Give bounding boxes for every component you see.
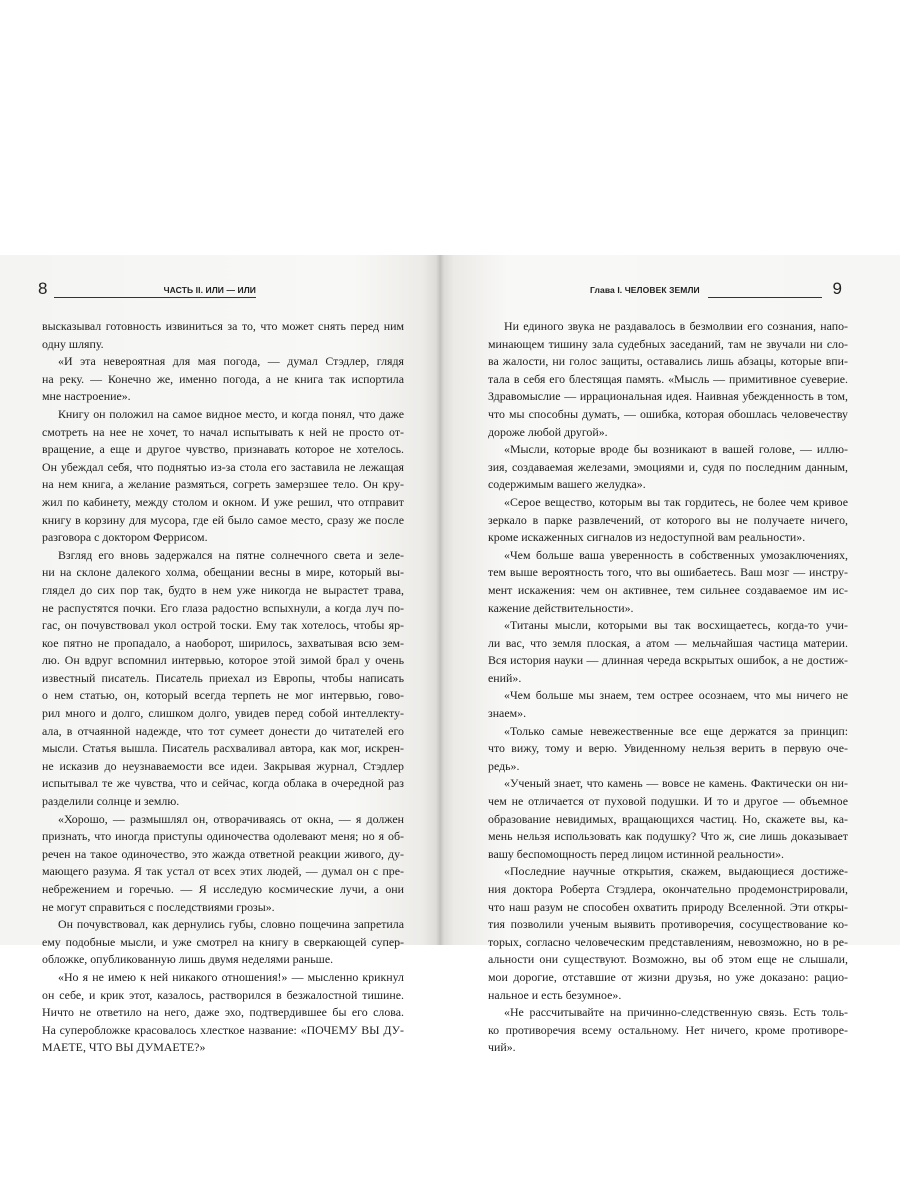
text-line: о нем статью, он, который всегда терпеть не мог интервью, гово- xyxy=(42,688,404,703)
text-line: разговора с доктором Феррисом. xyxy=(42,530,208,545)
text-line: ко противоречия всему остальному. Нет ничего, кроме противоре- xyxy=(488,1022,848,1037)
text-line: Взгляд его вновь задержался на пятне солнечного света и зеле- xyxy=(58,547,404,562)
text-line: кажение действительности». xyxy=(488,600,634,615)
text-line: «Но я не имею к ней никакого отношения!» — мысленно крикнул xyxy=(58,969,404,984)
text-line: вашу беспомощность перед лицом истинной реальности». xyxy=(488,846,785,861)
text-line: «Чем больше мы знаем, тем острее осознаем, что мы ничего не xyxy=(504,688,848,703)
text-line: МАЕТЕ, ЧТО ВЫ ДУМАЕТЕ?» xyxy=(42,1040,206,1055)
left-header-rule xyxy=(54,297,256,298)
text-line: мень нельзя использовать как подушку? Что ж, сие лишь доказывает xyxy=(488,829,848,844)
text-line: тала в себя его блестящая память. «Мысль — примитивное суеверие. xyxy=(488,371,848,386)
text-line: чий». xyxy=(488,1040,516,1055)
text-line: книгу в корзину для мусора, где ей было самое место, сразу же после xyxy=(42,512,404,527)
text-line: нальное и есть безумное». xyxy=(488,987,622,1002)
text-line: ли вас, что земля плоская, а атом — мельчайшая частица материи. xyxy=(488,635,848,650)
text-line: ала, в отчаянной надежде, что тот сумеет донести до читателей его xyxy=(42,723,404,738)
book-spread xyxy=(0,255,900,1055)
text-line: Книгу он положил на самое видное место, и когда понял, что даже xyxy=(58,406,404,421)
text-line: гас, он почувствовал укол острой тоски. Ему так хотелось, чтобы яр- xyxy=(42,618,404,633)
right-page-text xyxy=(488,318,848,1057)
text-line: знаем». xyxy=(488,706,527,721)
text-line: обложке, опубликованную лишь двумя неделями раньше. xyxy=(42,952,334,967)
text-line: «Хорошо, — размышлял он, отворачиваясь от окна, — я должен xyxy=(58,811,404,826)
text-line: «Титаны мысли, которыми вы так восхищаетесь, когда-то учи- xyxy=(504,618,848,633)
text-line: высказывал готовность извиниться за то, что может снять перед ним xyxy=(42,319,404,333)
text-line: «Чем больше ваша уверенность в собственных умозаключениях, xyxy=(504,547,848,562)
text-line: «Только самые невежественные все еще держатся за принцип: xyxy=(504,723,848,738)
text-line: образование невидимых, вращающихся частиц. Но, скажете вы, ка- xyxy=(488,811,848,826)
text-line: глядел до сих пор так, будто в нем уже никогда не вырастет трава, xyxy=(42,582,404,597)
text-line: Ничто не ответило на него, даже эхо, подтвердившее бы его слова. xyxy=(42,1005,404,1020)
text-line: одну шляпу. xyxy=(42,336,104,351)
text-line: Вся история науки — длинная череда вскрытых ошибок, а не достиж- xyxy=(488,653,848,668)
text-line: альности они существуют. Возможно, вы об этом еще не слышали, xyxy=(488,952,848,967)
text-line: «Мысли, которые вроде бы возникают в вашей голове, — иллю- xyxy=(504,442,848,457)
text-line: что мы способны думать, — ошибка, которая обошлась человечеству xyxy=(488,406,848,421)
book-gutter xyxy=(436,255,444,945)
text-line: ва жалости, ни голос защиты, оставались лишь абзацы, которые впи- xyxy=(488,354,848,369)
text-line: «И эта невероятная для мая погода, — думал Стэдлер, глядя xyxy=(58,354,404,369)
text-line: «Не рассчитывайте на причинно-следственную связь. Есть толь- xyxy=(504,1005,848,1020)
text-line: Ни единого звука не раздавалось в безмолвии его сознания, напо- xyxy=(504,319,848,333)
text-line: ему подобные мысли, и уже смотрел на книгу в сверкающей супер- xyxy=(42,934,404,949)
text-line: «Ученый знает, что камень — вовсе не камень. Фактически он ни- xyxy=(504,776,848,791)
text-line: тем выше вероятность того, что вы ошибаетесь. Ваш мозг — инстру- xyxy=(488,565,848,580)
text-line: «Серое вещество, которым вы так гордитесь, не более чем кривое xyxy=(504,494,848,509)
text-line: рил много и долго, слишком долго, увидев перед собой интеллекту- xyxy=(42,706,404,721)
text-line: редь». xyxy=(488,758,520,773)
text-line: разделили солнце и землю. xyxy=(42,794,180,809)
text-line: тия позволили ученым выявить противоречия, сосуществование ко- xyxy=(488,917,848,932)
text-line: признать, что иногда приступы одиночества одолевают меня; но я об- xyxy=(42,829,404,844)
text-line: мысли. Статья вышла. Писатель расхваливал автора, как мог, искрен- xyxy=(42,741,404,756)
text-line: мне настроение». xyxy=(42,389,131,404)
text-line: что наш разум не способен охватить природу Вселенной. Эти откры- xyxy=(488,899,848,914)
text-line: жил по кабинету, между столом и окном. И уже решил, что отправит xyxy=(42,494,404,509)
text-line: Он почувствовал, как дернулись губы, словно пощечина запретила xyxy=(58,917,404,932)
text-line: ния доктора Роберта Стэдлера, окончательно продемонстрировали, xyxy=(488,882,848,896)
right-page-number: 9 xyxy=(832,279,842,298)
text-line: речен на такое одиночество, это жажда ответной реакции живого, ду- xyxy=(42,846,404,861)
text-line: небрежением и горечью. — Я исследую космические лучи, а они xyxy=(42,882,404,896)
text-line: мающего разума. Я так устал от всех этих людей, — думал он с пре- xyxy=(42,864,404,879)
text-line: не распустятся почки. Его глаза радостно вспыхнули, а когда луч по- xyxy=(42,600,404,615)
text-line: не исказив до неузнаваемости все идеи. Закрывая журнал, Стэдлер xyxy=(42,758,404,773)
text-line: кое пятно не пропадало, а наоборот, ширилось, захватывая всю зем- xyxy=(42,635,404,650)
text-line: На суперобложке красовалось хлесткое название: «ПОЧЕМУ ВЫ ДУ- xyxy=(42,1022,404,1037)
right-running-head: Глава I. ЧЕЛОВЕК ЗЕМЛИ xyxy=(590,285,700,295)
text-line: он себе, и крик этот, казалось, растворился в безжалостной тишине. xyxy=(42,987,404,1002)
right-header-rule xyxy=(708,297,822,298)
text-line: содержимым вашего желудка». xyxy=(488,477,646,492)
text-line: мент искажения: чем он активнее, тем сильнее создаваемое им ис- xyxy=(488,582,848,597)
text-line: что вижу, тому и верю. Увиденному нельзя верить в первую оче- xyxy=(488,741,848,756)
text-line: вращение, а еще и другое чувство, признавать которое не хотелось. xyxy=(42,442,404,457)
text-line: Он убеждал себя, что поднятью из-за стола его заставила не лежащая xyxy=(42,459,404,474)
left-page-header xyxy=(38,279,256,305)
text-line: лю. Он вдруг вспомнил интервью, которое этой зимой брал у очень xyxy=(42,653,404,668)
text-line: чем не отличается от пуховой подушки. И то и другое — объемное xyxy=(488,794,848,809)
text-line: на реку. — Конечно же, именно погода, а не книга так испортила xyxy=(42,371,404,386)
left-page-text xyxy=(42,318,404,1057)
text-line: кроме искаженных сигналов из недоступной вам реальности». xyxy=(488,530,806,545)
right-page-header xyxy=(590,279,842,305)
left-page-number: 8 xyxy=(38,279,48,298)
text-line: испытывал те же чувства, что и сейчас, когда облака в очередной раз xyxy=(42,776,404,791)
text-line: «Последние научные открытия, скажем, выдающиеся достиже- xyxy=(504,864,848,879)
text-line: зеркало в парке развлечений, от которого вы не получаете ничего, xyxy=(488,512,848,527)
text-line: на нем книга, а желание размяться, согреть замерзшее тело. Он кру- xyxy=(42,477,404,492)
text-line: Здравомыслие — иррациональная идея. Наивная убежденность в том, xyxy=(488,389,848,404)
text-line: ни на склоне далекого холма, обещании весны в мире, который вы- xyxy=(42,565,404,580)
text-line: смотреть на нее не хочет, то начал испытывать к ней не просто от- xyxy=(42,424,404,439)
left-page xyxy=(0,255,440,1055)
text-line: известный писатель. Писатель приехал из Европы, чтобы написать xyxy=(42,670,404,685)
right-page xyxy=(440,255,900,1055)
text-line: дороже любой другой». xyxy=(488,424,608,439)
text-line: минающем тишину зала судебных заседаний, там не звучали ни сло- xyxy=(488,336,848,351)
text-line: торых, согласно человеческим представлениям, невозможно, но в ре- xyxy=(488,934,848,949)
text-line: ений». xyxy=(488,670,522,685)
text-line: зия, создаваемая железами, эмоциями и, судя по последним данным, xyxy=(488,459,848,474)
text-line: мои дорогие, отставшие от жизни друзья, но уже доказано: рацио- xyxy=(488,969,848,984)
left-running-head: ЧАСТЬ II. ИЛИ — ИЛИ xyxy=(163,285,256,295)
text-line: не могут справиться с последствиями грозы». xyxy=(42,899,275,914)
